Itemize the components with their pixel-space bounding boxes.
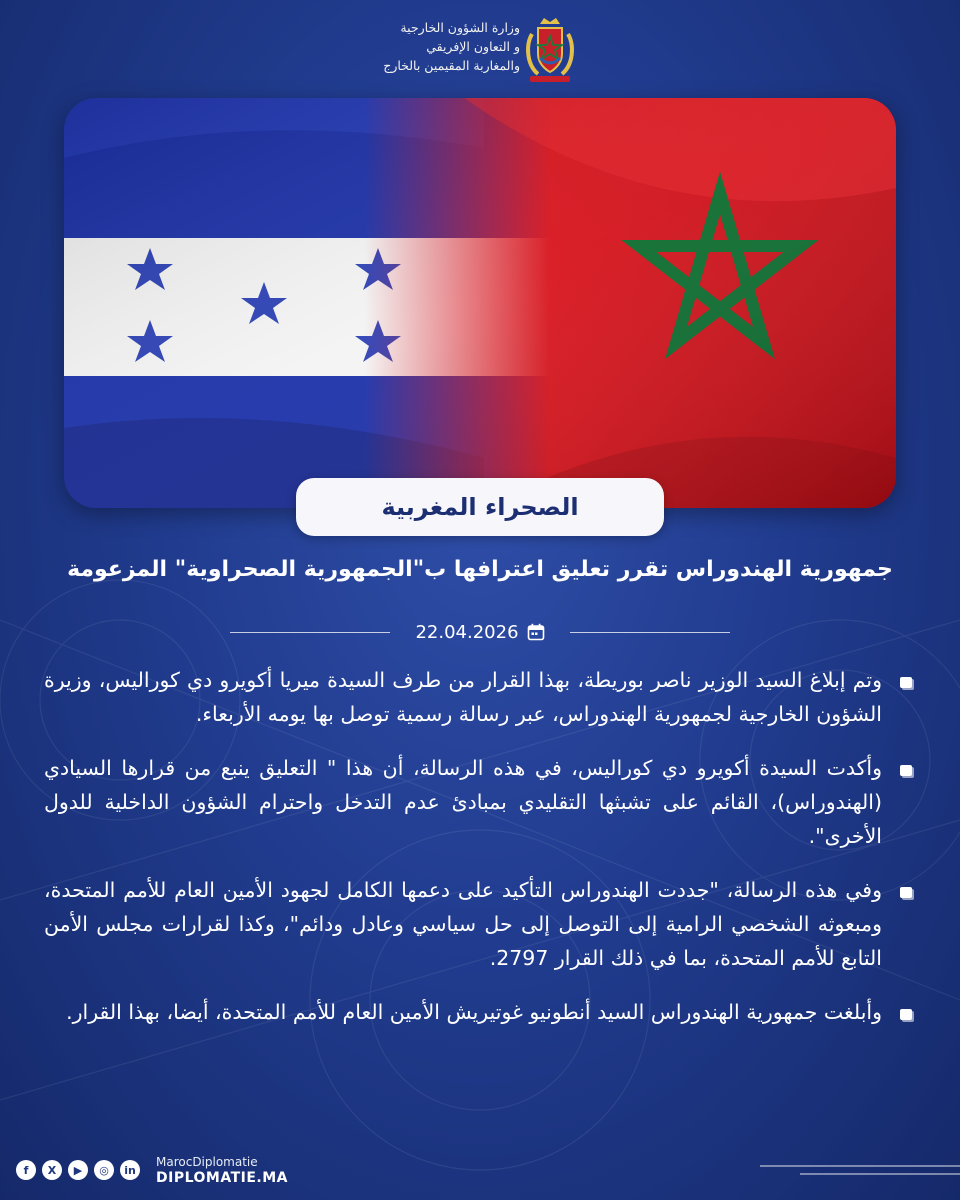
social-handle[interactable]: MarocDiplomatie: [156, 1155, 258, 1169]
paragraph-text: وتم إبلاغ السيد الوزير ناصر بوريطة، بهذا القرار من طرف السيدة ميريا أكويرو دي كوراليس، وزيرة الشؤون الخارجية لجمهورية الهندوراس، عبر رسالة رسمية توصل بها يومه الأربعاء.: [44, 668, 882, 726]
category-badge: الصحراء المغربية: [296, 478, 664, 536]
paragraph: [44, 663, 916, 731]
bullet-icon: [900, 765, 912, 776]
date-row: [230, 619, 730, 645]
ministry-header: [370, 14, 590, 84]
date: [400, 619, 560, 645]
bullet-icon: [900, 677, 912, 688]
facebook-icon[interactable]: f: [16, 1160, 36, 1180]
bullet-icon: [900, 887, 912, 898]
footer: [16, 1148, 288, 1192]
bullet-icon: [900, 1009, 912, 1020]
paragraph-text: وأكدت السيدة أكويرو دي كوراليس، في هذه الرسالة، أن هذا " التعليق ينبع من قرارها السيادي (الهندوراس)، القائم على تشبثها التقليدي بمبادئ عدم التدخل واحترام الشؤون الداخلية للدول الأخرى".: [44, 756, 882, 848]
paragraph: [44, 995, 916, 1029]
ministry-name: [370, 18, 520, 75]
corner-decoration: [760, 1160, 960, 1200]
footer-text: [156, 1154, 288, 1186]
ministry-line: والمغاربة المقيمين بالخارج: [383, 58, 520, 73]
calendar-icon: [527, 623, 545, 641]
divider-line: [570, 632, 730, 633]
flags-image: [64, 98, 896, 508]
article-body: [44, 663, 916, 1049]
article-headline: جمهورية الهندوراس تقرر تعليق اعترافها ب"الجمهورية الصحراوية" المزعومة: [67, 557, 893, 582]
x-icon[interactable]: X: [42, 1160, 62, 1180]
youtube-icon[interactable]: ▶: [68, 1160, 88, 1180]
paragraph-text: وأبلغت جمهورية الهندوراس السيد أنطونيو غوتيريش الأمين العام للأمم المتحدة، أيضا، بهذا القرار.: [66, 1000, 882, 1024]
paragraph-text: وفي هذه الرسالة، "جددت الهندوراس التأكيد على دعمها الكامل لجهود الأمين العام للأمم المتحدة، ومبعوثه الشخصي الرامية إلى التوصل إلى حل سياسي وعادل ودائم"، وكذا لقرارات مجلس الأمن التابع للأمم المتحدة، بما في ذلك القرار 2797.: [44, 878, 882, 970]
linkedin-icon[interactable]: in: [120, 1160, 140, 1180]
website-link[interactable]: DIPLOMATIE.MA: [156, 1170, 289, 1186]
paragraph: [44, 873, 916, 975]
date-text: 22.04.2026: [415, 621, 519, 643]
ministry-line: وزارة الشؤون الخارجية: [400, 20, 520, 35]
moroccan-coat-of-arms-icon: [518, 14, 582, 86]
instagram-icon[interactable]: ◎: [94, 1160, 114, 1180]
ministry-line: و التعاون الإفريقي: [426, 39, 520, 54]
divider-line: [230, 632, 390, 633]
paragraph: [44, 751, 916, 853]
